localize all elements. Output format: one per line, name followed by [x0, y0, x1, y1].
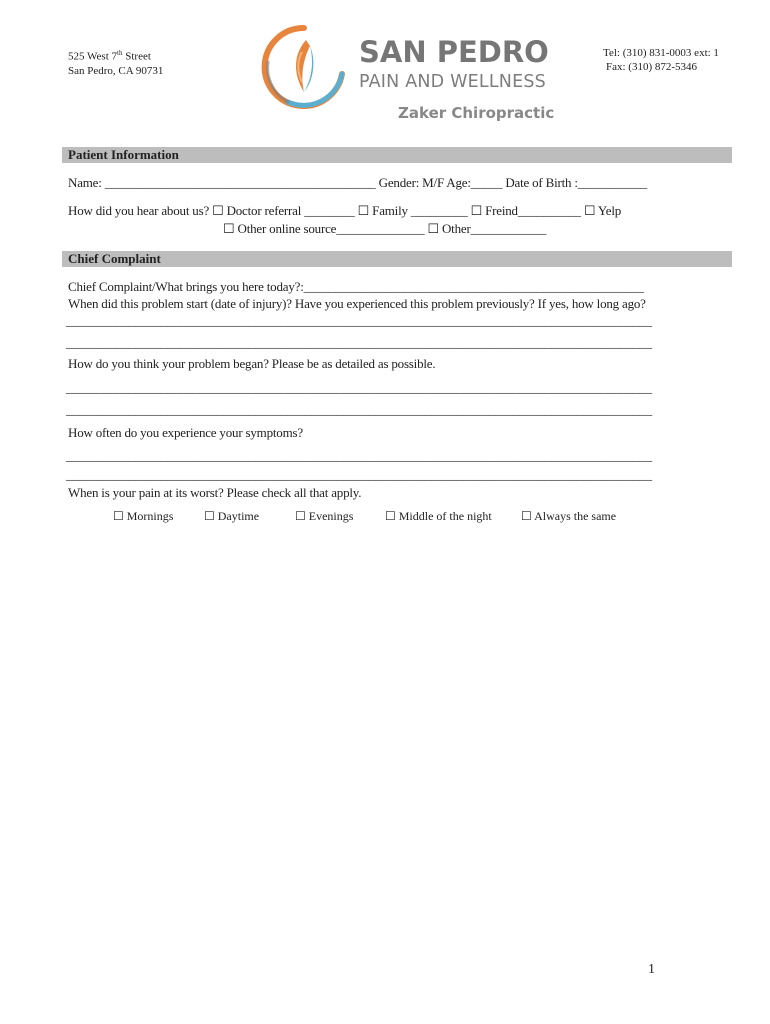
address-block	[68, 46, 163, 78]
option-daytime[interactable]	[204, 509, 259, 524]
option-always-the-same[interactable]	[521, 509, 616, 524]
option-label: Middle of the night	[398, 509, 492, 523]
option-label: Evenings	[308, 509, 354, 523]
address-line-1: 525 West 7th Street	[68, 49, 151, 63]
answer-blank-line[interactable]: _____________________________________________________________________________________________	[66, 380, 652, 395]
answer-blank-line[interactable]: _____________________________________________________________________________________________	[66, 448, 652, 463]
problem-start-question: When did this problem start (date of injury)? Have you experienced this problem previously? If yes, how long ago?	[68, 296, 646, 311]
option-label: Always the same	[534, 509, 617, 523]
address-line-2: San Pedro, CA 90731	[68, 64, 164, 77]
referral-source-line-1[interactable]: How did you hear about us? ☐ Doctor referral ________ ☐ Family _________ ☐ Freind__________ ☐ Yelp	[68, 203, 622, 218]
pain-worst-question: When is your pain at its worst? Please check all that apply.	[68, 485, 362, 500]
option-middle-of-the-night[interactable]	[385, 509, 492, 524]
contact-block	[603, 46, 719, 74]
option-label: Daytime	[217, 509, 260, 523]
problem-began-question: How do you think your problem began? Please be as detailed as possible.	[68, 356, 436, 371]
answer-blank-line[interactable]: _____________________________________________________________________________________________	[66, 313, 652, 328]
practice-name: Zaker Chiropractic	[398, 104, 555, 122]
answer-blank-line[interactable]: _____________________________________________________________________________________________	[66, 402, 652, 417]
referral-source-line-2[interactable]: ☐ Other online source______________ ☐ Other____________	[223, 221, 547, 236]
option-mornings[interactable]	[113, 509, 173, 524]
checkbox-icon[interactable]: ☐	[385, 509, 396, 523]
answer-blank-line[interactable]: _____________________________________________________________________________________________	[66, 467, 652, 482]
brand-subtitle: PAIN AND WELLNESS	[359, 72, 546, 92]
option-evenings[interactable]	[295, 509, 353, 524]
symptom-frequency-question: How often do you experience your symptoms?	[68, 425, 303, 440]
checkbox-icon[interactable]: ☐	[295, 509, 306, 523]
checkbox-icon[interactable]: ☐	[113, 509, 124, 523]
chief-complaint-question[interactable]: Chief Complaint/What brings you here today?:______________________________________________________	[68, 279, 644, 294]
logo-icon	[258, 22, 350, 110]
patient-information-header: Patient Information	[62, 147, 732, 163]
page-number: 1	[648, 962, 655, 977]
name-gender-age-dob-line[interactable]: Name: ___________________________________________ Gender: M/F Age:_____ Date of Birth :___________	[68, 175, 648, 190]
checkbox-icon[interactable]: ☐	[521, 509, 532, 523]
fax-text: Fax: (310) 872-5346	[606, 61, 698, 73]
answer-blank-line[interactable]: _____________________________________________________________________________________________	[66, 335, 652, 350]
brand-name: SAN PEDRO	[359, 35, 549, 69]
chief-complaint-header: Chief Complaint	[62, 251, 732, 267]
option-label: Mornings	[126, 509, 174, 523]
checkbox-icon[interactable]: ☐	[204, 509, 215, 523]
tel-text: Tel: (310) 831-0003 ext: 1	[603, 47, 719, 59]
